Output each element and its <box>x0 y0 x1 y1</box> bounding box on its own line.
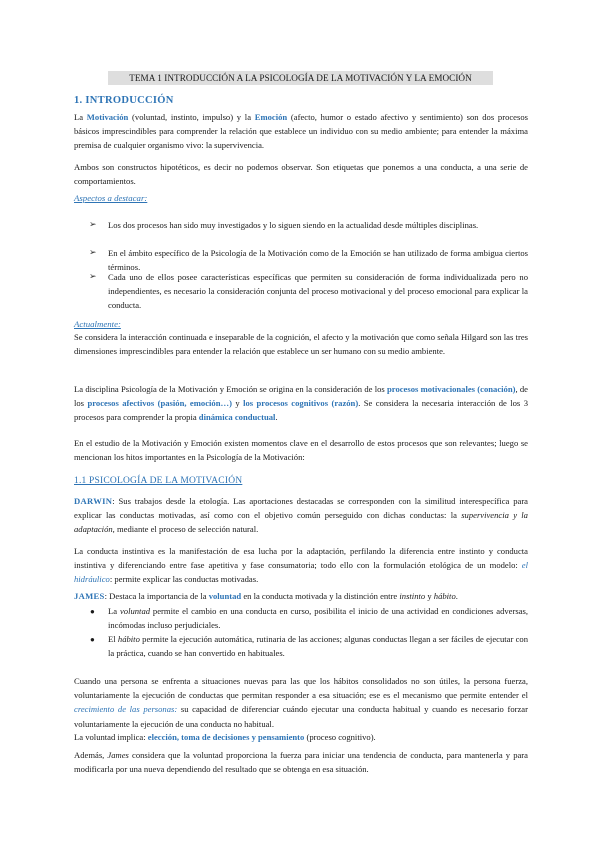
list-item: Cada uno de ellos posee características específicas que permiten su consideración de forma individualizada pero no independientes, es necesario la consideración conjunta del proceso motivacional y del proceso emocional para explicar la conducta. <box>108 272 528 311</box>
list-item: Los dos procesos han sido muy investigados y lo siguen siendo en la actualidad desde múltiples disciplinas. <box>108 220 479 230</box>
list-item: En el ámbito específico de la Psicología de la Motivación como de la Emoción se han utilizado de forma ambigua ciertos términos. <box>108 248 528 273</box>
section-heading-introduccion: 1. INTRODUCCIÓN <box>74 95 174 106</box>
actualmente-label: Actualmente: <box>74 319 121 329</box>
list-item: El hábito permite la ejecución automática, rutinaria de las acciones; algunas conductas llegan a ser fáciles de ejecutar con la práctica, cuando se han convertido en habituales. <box>108 634 528 659</box>
arrow-bullet-icon: ➢ <box>89 271 97 281</box>
paragraph-james-voluntad: Además, James considera que la voluntad proporciona la fuerza para iniciar una tendencia de conducta, para mantenerla y para modificarla por una nueva dependiendo del resultado que se obtenga en esa situación. <box>74 750 528 775</box>
paragraph-conducta-instintiva: La conducta instintiva es la manifestación de esa lucha por la adaptación, perfilando la diferencia entre instinto y conducta instintiva y diferenciando entre fase apetitiva y fase consumatoria; todo ello con la formulación etológica de un modelo: el hidráulico: permite explicar las conductas motivadas. <box>74 546 528 585</box>
section-heading-psicologia-motivacion: 1.1 PSICOLOGÍA DE LA MOTIVACIÓN <box>74 476 243 486</box>
paragraph-voluntad-implica: La voluntad implica: elección, toma de decisiones y pensamiento (proceso cognitivo). <box>74 732 376 742</box>
paragraph-disciplina: La disciplina Psicología de la Motivación y Emoción se origina en la consideración de los procesos motivacionales (conación), de los procesos afectivos (pasión, emoción…) y los procesos cognitivos (razón). Se considera la necesaria interacción de los 3 procesos para comprender la propia dinámica conductual. <box>74 384 528 423</box>
list-item: La voluntad permite el cambio en una conducta en curso, posibilita el inicio de una actividad en condiciones adversas, incómodas incluso perjudiciales. <box>108 606 528 631</box>
bullet-icon: ● <box>90 607 95 616</box>
paragraph-darwin: DARWIN: Sus trabajos desde la etología. Las aportaciones destacadas se corresponden con la similitud interespecífica para explicar las conductas motivadas, así como con el objetivo común perseguido con dichas conductas: la supervivencia y la adaptación, mediante el proceso de selección natural. <box>74 496 528 535</box>
arrow-bullet-icon: ➢ <box>89 247 97 257</box>
paragraph-momentos-clave: En el estudio de la Motivación y Emoción existen momentos clave en el desarrollo de estos procesos que son relevantes; luego se mencionan los hitos importantes en la Psicología de la Motivación: <box>74 438 528 463</box>
aspects-label: Aspectos a destacar: <box>74 193 148 203</box>
paragraph-motivacion-emocion: La Motivación (voluntad, instinto, impulso) y la Emoción (afecto, humor o estado afectivo y sentimiento) son dos procesos básicos imprescindibles para comprender la relación que establece un individuo con su medio ambiente; para entender la máxima premisa de cualquier organismo vivo: la supervivencia. <box>74 112 528 151</box>
document-title: TEMA 1 INTRODUCCIÓN A LA PSICOLOGÍA DE LA MOTIVACIÓN Y LA EMOCIÓN <box>108 71 493 85</box>
paragraph-situaciones-nuevas: Cuando una persona se enfrenta a situaciones nuevas para las que los hábitos consolidados no son útiles, la persona fuerza, voluntariamente la ejecución de conductas que permitan responder a esa situación; ese es el mecanismo que permite entender el crecimiento de las personas: su capacidad de diferenciar cuándo ejecutar una conducta habitual y cuando es necesario forzar voluntariamente la ejecución de una conducta no habitual. <box>74 676 528 729</box>
paragraph-hilgard: Se considera la interacción continuada e inseparable de la cognición, el afecto y la motivación que como señala Hilgard son las tres dimensiones imprescindibles para entender la relación que establece un ser humano con su medio ambiente. <box>74 332 528 357</box>
paragraph-james: JAMES: Destaca la importancia de la voluntad en la conducta motivada y la distinción entre instinto y hábito. <box>74 591 458 601</box>
bullet-icon: ● <box>90 635 95 644</box>
paragraph-constructos: Ambos son constructos hipotéticos, es decir no podemos observar. Son etiquetas que ponemos a una conducta, a una serie de comportamientos. <box>74 162 528 187</box>
arrow-bullet-icon: ➢ <box>89 219 97 229</box>
